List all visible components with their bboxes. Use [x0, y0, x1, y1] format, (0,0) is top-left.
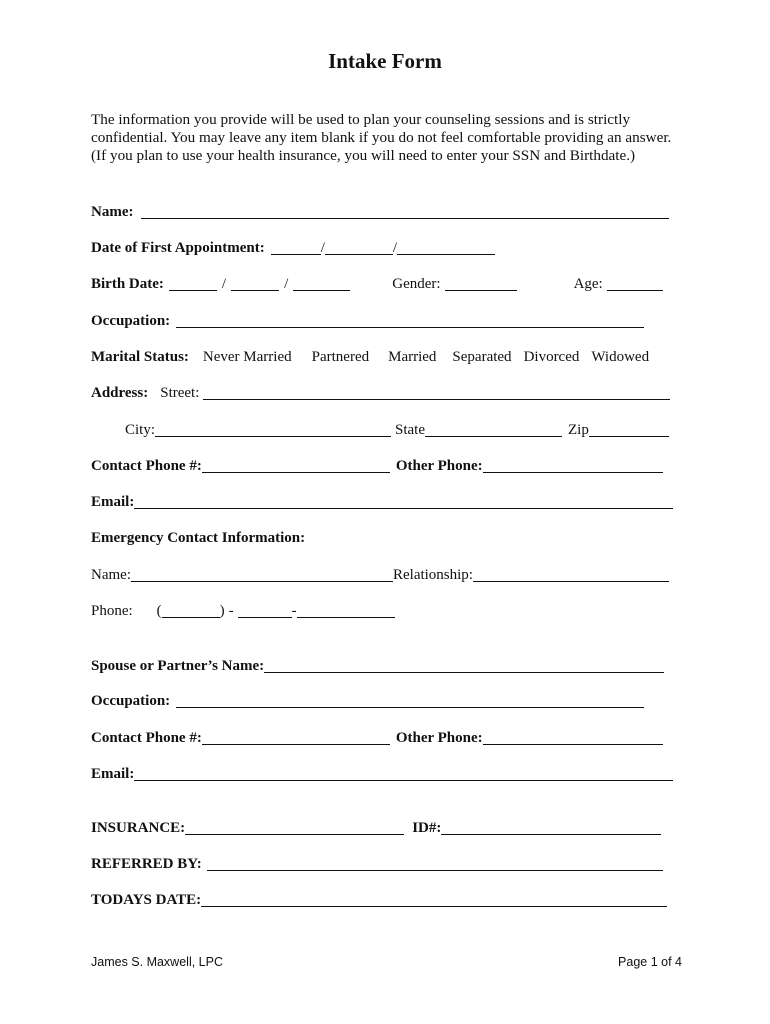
first-appointment-month-field[interactable] [271, 240, 321, 255]
spouse-occupation-label: Occupation: [91, 693, 171, 709]
spouse-occupation-row [91, 690, 644, 710]
form-intro: The information you provide will be used to plan your counseling sessions and is strictly confidential. You may leave any item blank if you do not feel comfortable providing an answer. (If you plan to use your health insurance, you will need to enter your SSN and Birthdate.) [91, 111, 672, 164]
zip-field[interactable] [589, 422, 669, 437]
spouse-email-row [91, 763, 673, 783]
gender-label: Gender: [392, 276, 441, 292]
area-code-close-paren: ) [219, 603, 225, 619]
marital-option-partnered[interactable]: Partnered [311, 349, 370, 365]
marital-status-label: Marital Status: [91, 349, 189, 365]
spouse-occupation-field[interactable] [176, 693, 644, 708]
area-code-open-paren: ( [156, 603, 162, 619]
date-separator: / [221, 276, 227, 292]
marital-option-never-married[interactable]: Never Married [202, 349, 292, 365]
spouse-other-phone-field[interactable] [483, 730, 663, 745]
emergency-heading-row [91, 527, 305, 547]
spouse-contact-phone-field[interactable] [202, 730, 390, 745]
other-phone-field[interactable] [483, 458, 663, 473]
phone-dash: - [228, 603, 234, 619]
occupation-row [91, 310, 644, 330]
first-appointment-row [91, 237, 495, 257]
emergency-area-code-field[interactable] [162, 603, 220, 618]
marital-status-row [91, 346, 649, 366]
first-appointment-day-field[interactable] [325, 240, 393, 255]
insurance-label: INSURANCE: [91, 820, 186, 836]
occupation-label: Occupation: [91, 313, 171, 329]
zip-label: Zip [568, 422, 589, 438]
emergency-name-label: Name: [91, 567, 131, 583]
spouse-email-field[interactable] [134, 766, 673, 781]
emergency-phone-row [91, 600, 395, 620]
emergency-heading: Emergency Contact Information: [91, 530, 306, 546]
insurance-field[interactable] [185, 820, 404, 835]
emergency-phone-label: Phone: [91, 603, 133, 619]
emergency-phone-line-field[interactable] [297, 603, 395, 618]
contact-phone-field[interactable] [202, 458, 390, 473]
name-row [91, 201, 669, 221]
marital-option-separated[interactable]: Separated [452, 349, 512, 365]
todays-date-row [91, 889, 667, 909]
id-label: ID#: [412, 820, 442, 836]
form-title: Intake Form [328, 49, 442, 73]
address-row [91, 382, 670, 402]
city-field[interactable] [155, 422, 391, 437]
spouse-other-phone-label: Other Phone: [395, 730, 483, 746]
contact-phone-row [91, 455, 663, 475]
age-label: Age: [573, 276, 603, 292]
occupation-field[interactable] [176, 313, 644, 328]
referred-by-label: REFERRED BY: [91, 856, 202, 872]
birth-year-field[interactable] [293, 276, 350, 291]
relationship-label: Relationship: [392, 567, 473, 583]
marital-option-divorced[interactable]: Divorced [523, 349, 580, 365]
birth-day-field[interactable] [231, 276, 279, 291]
id-field[interactable] [441, 820, 661, 835]
email-row [91, 491, 673, 511]
email-label: Email: [91, 494, 135, 510]
marital-option-widowed[interactable]: Widowed [591, 349, 650, 365]
first-appointment-label: Date of First Appointment: [91, 240, 265, 256]
date-separator: / [284, 276, 289, 292]
name-field[interactable] [141, 204, 669, 219]
address-label: Address: [91, 385, 149, 401]
name-label: Name: [91, 204, 134, 220]
spouse-contact-phone-label: Contact Phone #: [91, 730, 202, 746]
footer-author: James S. Maxwell, LPC [91, 955, 223, 969]
street-label: Street: [160, 385, 200, 401]
date-separator: / [320, 240, 325, 256]
spouse-name-row [91, 655, 664, 675]
birth-date-row [91, 273, 663, 293]
city-row [125, 419, 669, 439]
birth-date-label: Birth Date: [91, 276, 164, 292]
city-label: City: [125, 422, 156, 438]
date-separator: / [392, 240, 398, 256]
other-phone-label: Other Phone: [395, 458, 483, 474]
street-field[interactable] [203, 385, 670, 400]
gender-field[interactable] [445, 276, 517, 291]
birth-month-field[interactable] [169, 276, 217, 291]
contact-phone-label: Contact Phone #: [91, 458, 202, 474]
spouse-contact-phone-row [91, 727, 663, 747]
email-field[interactable] [134, 494, 673, 509]
referred-by-row [91, 853, 663, 873]
footer-page-number: Page 1 of 4 [618, 955, 682, 969]
emergency-name-field[interactable] [131, 567, 393, 582]
relationship-field[interactable] [473, 567, 669, 582]
todays-date-label: TODAYS DATE: [91, 892, 202, 908]
emergency-name-row [91, 564, 669, 584]
insurance-row [91, 817, 661, 837]
spouse-email-label: Email: [91, 766, 135, 782]
spouse-name-label: Spouse or Partner’s Name: [91, 658, 265, 674]
marital-option-married[interactable]: Married [388, 349, 437, 365]
phone-dash: - [291, 603, 297, 619]
state-label: State [395, 422, 426, 438]
age-field[interactable] [607, 276, 663, 291]
spouse-name-field[interactable] [264, 658, 664, 673]
todays-date-field[interactable] [201, 892, 667, 907]
first-appointment-year-field[interactable] [397, 240, 495, 255]
emergency-phone-prefix-field[interactable] [238, 603, 292, 618]
referred-by-field[interactable] [207, 856, 663, 871]
state-field[interactable] [425, 422, 562, 437]
